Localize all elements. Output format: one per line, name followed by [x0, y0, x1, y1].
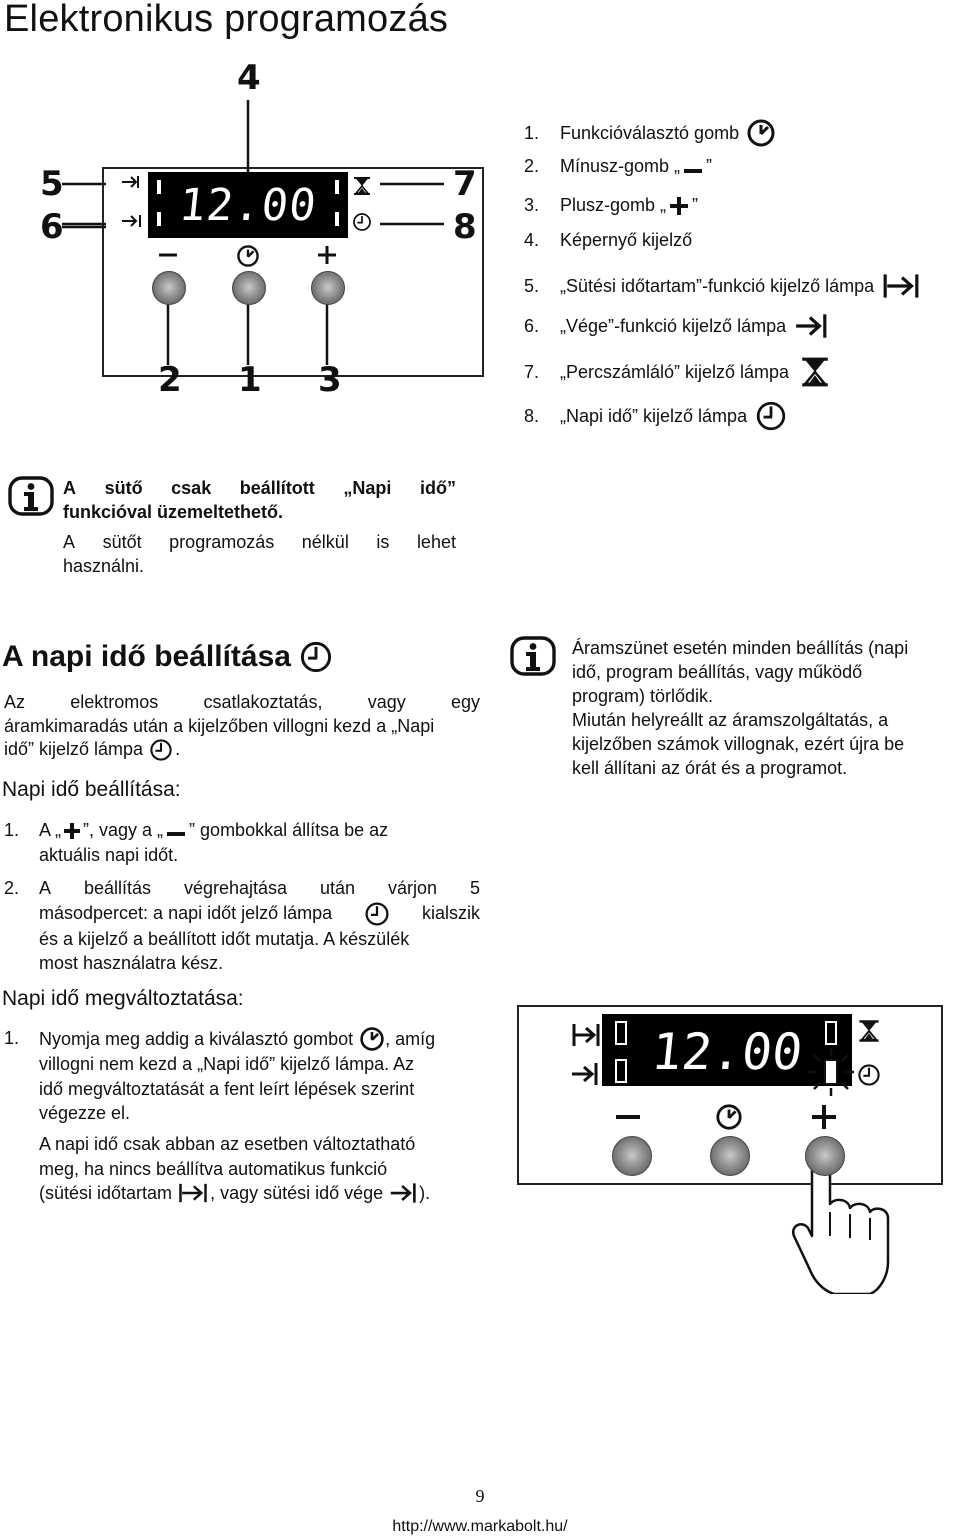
step-line: idő megváltoztatását a fent leírt lépések szerint — [39, 1078, 415, 1099]
legend-item: 2. Mínusz-gomb „ ” — [524, 156, 713, 176]
note-2-line: kijelzőben számok villognak, ezért újra be — [572, 734, 905, 754]
note-1-line: használni. — [63, 556, 145, 576]
clock-lamp-icon — [352, 212, 372, 232]
page-title: Elektronikus programozás — [4, 0, 449, 40]
display-time: 12.00 — [176, 179, 320, 231]
step-line: másodpercet: a napi időt jelző lámpa kialszik — [39, 901, 480, 927]
callout-2: 2 — [158, 360, 182, 400]
note-2-line: Miután helyreállt az áramszolgáltatás, a — [572, 710, 889, 730]
plus-knob[interactable] — [805, 1136, 845, 1176]
page-number: 9 — [475, 1486, 485, 1506]
minus-knob[interactable] — [152, 271, 186, 305]
callout-3: 3 — [318, 360, 342, 400]
note-2-line: kell állítani az órát és a programot. — [572, 758, 848, 778]
end-icon — [794, 312, 828, 340]
plus-icon — [61, 820, 83, 840]
legend-item: 6. „Vége”-funkció kijelző lámpa — [524, 312, 828, 340]
intro-line: idő” kijelző lámpa . — [4, 738, 480, 762]
duration-icon — [178, 1181, 208, 1205]
note-1-line: funkcióval üzemeltethető. — [63, 502, 284, 522]
note-2-line: program) törlődik. — [572, 686, 714, 706]
intro-paragraph — [4, 691, 480, 762]
clock-select-icon — [359, 1026, 385, 1052]
step-line: A „ ”, vagy a „ ” gombokkal állítsa be az — [39, 820, 389, 840]
legend-item: 5. „Sütési időtartam”-funkció kijelző lámpa — [524, 272, 920, 300]
para-line: (sütési időtartam , vagy sütési idő vége ). — [39, 1181, 480, 1206]
plus-icon — [666, 194, 692, 216]
intro-line: Az elektromos csatlakoztatás, vagy egy — [4, 692, 480, 712]
select-knob[interactable] — [232, 271, 266, 305]
callout-7: 7 — [453, 164, 477, 204]
intro-line: áramkimaradás után a kijelzőben villogni kezd a „Napi — [4, 715, 435, 736]
clock-icon — [299, 640, 333, 674]
hourglass-lamp-icon — [857, 1019, 881, 1043]
legend-item: 3. Plusz-gomb „ ” — [524, 194, 699, 215]
clock-icon — [149, 738, 173, 762]
note-1 — [63, 476, 456, 578]
subheading-change-time: Napi idő megváltoztatása: — [2, 987, 244, 1010]
section-title: A napi idő beállítása — [2, 640, 333, 674]
step-line: villogni nem kezd a „Napi idő” kijelző lámpa. Az — [39, 1054, 415, 1074]
step-line: most használatra kész. — [39, 953, 224, 973]
minus-icon — [163, 821, 189, 839]
callout-8: 8 — [453, 207, 477, 247]
callout-1: 1 — [238, 360, 262, 400]
step-2: 2. A beállítás végrehajtása után várjon 5 másodpercet: a napi időt jelző lámpa kialszik és a kijelző a beállított időt mutatja. A készülék most használatra kész. — [4, 876, 480, 976]
note-1-line: A sütő csak beállított „Napi idő” — [63, 478, 456, 498]
step-change-1: 1. Nyomja meg addig a kiválasztó gombot , amíg villogni nem kezd a „Napi idő” kijelző lámpa. Az idő megváltoztatását a fent leírt lépések szerint végezze el. — [4, 1026, 480, 1122]
clock-lamp-icon — [857, 1063, 881, 1087]
duration-icon — [882, 272, 920, 300]
end-icon — [389, 1181, 417, 1205]
select-button-icon — [236, 244, 260, 268]
minus-icon — [680, 158, 706, 176]
plus-knob[interactable] — [311, 271, 345, 305]
legend-item: 4. Képernyő kijelző — [524, 230, 693, 250]
footer-url[interactable]: http://www.markabolt.hu/ — [392, 1518, 568, 1535]
note-1-line: A sütőt programozás nélkül is lehet — [63, 532, 456, 552]
legend-item: 1. Funkcióválasztó gomb — [524, 118, 777, 148]
auto-function-note — [4, 1132, 480, 1208]
legend-item: 8. „Napi idő” kijelző lámpa — [524, 400, 787, 432]
step-line: Nyomja meg addig a kiválasztó gombot , amíg — [39, 1026, 480, 1052]
callout-6: 6 — [40, 207, 64, 247]
step-line: és a kijelző a beállított időt mutatja. A készülék — [39, 928, 410, 949]
note-2-line: Áramszünet esetén minden beállítás (napi — [572, 638, 909, 658]
step-line: A beállítás végrehajtása után várjon 5 — [39, 878, 480, 898]
info-icon — [510, 636, 556, 676]
note-2-line: idő, program beállítás, vagy működő — [572, 662, 863, 682]
callout-4: 4 — [237, 58, 261, 98]
note-2 — [572, 636, 958, 780]
para-line: A napi idő csak abban az esetben változtatható — [39, 1134, 416, 1154]
para-line: meg, ha nincs beállítva automatikus funkció — [39, 1158, 388, 1179]
hourglass-lamp-icon — [352, 176, 372, 196]
info-icon — [8, 476, 54, 516]
step-1: 1. A „ ”, vagy a „ ” gombokkal állítsa be az aktuális napi időt. — [4, 818, 480, 868]
clock-icon — [364, 901, 390, 927]
clock-icon — [755, 400, 787, 432]
select-button-icon — [715, 1103, 743, 1131]
hourglass-icon — [799, 356, 831, 388]
callout-5: 5 — [40, 164, 64, 204]
legend-item: 7. „Percszámláló” kijelző lámpa — [524, 356, 831, 388]
minus-knob[interactable] — [612, 1136, 652, 1176]
step-line: végezze el. — [39, 1103, 131, 1123]
subheading-set-time: Napi idő beállítása: — [2, 778, 181, 801]
select-knob[interactable] — [710, 1136, 750, 1176]
clock-select-icon — [745, 118, 777, 148]
display-time: 12.00 — [648, 1023, 806, 1081]
step-line: aktuális napi időt. — [39, 844, 179, 865]
